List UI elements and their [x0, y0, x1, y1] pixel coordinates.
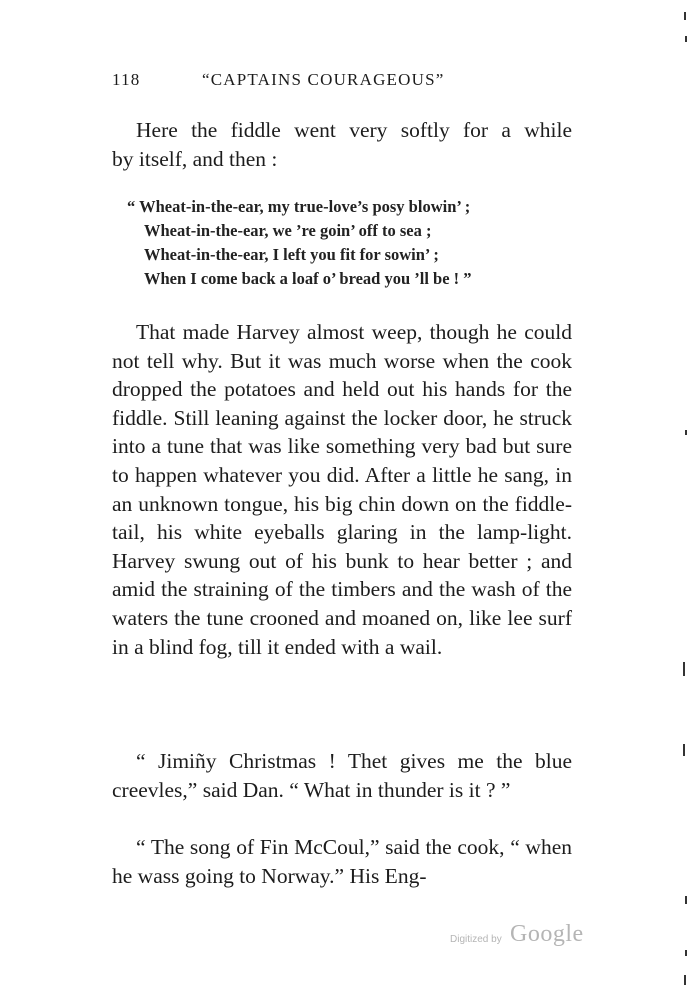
scan-edge-mark: [684, 12, 686, 20]
intro-line: Here the fiddle went very softly for a while: [136, 118, 572, 142]
scan-edge-mark: [685, 36, 687, 42]
verse-line: Wheat-in-the-ear, I left you fit for sowin’ ;: [144, 245, 439, 264]
intro-line: by itself, and then :: [112, 146, 278, 171]
digitized-watermark: [450, 921, 600, 951]
page-number: 118: [112, 70, 141, 89]
running-title: “CAPTAINS COURAGEOUS”: [202, 70, 445, 89]
scan-edge-mark: [684, 975, 686, 985]
song-verse: [127, 195, 547, 291]
verse-line: Wheat-in-the-ear, we ’re goin’ off to sea ;: [144, 221, 432, 240]
scan-edge-mark: [685, 950, 687, 956]
scan-edge-mark: [685, 896, 687, 904]
scan-edge-mark: [683, 744, 685, 756]
scan-edge-mark: [683, 662, 685, 676]
paragraph-dan-speaks: “ Jimiñy Christmas ! Thet gives me the blue creevles,” said Dan. “ What in thunder is it ? ”: [112, 749, 572, 802]
watermark-logo-text: Google: [510, 921, 584, 947]
page-header: [112, 70, 572, 94]
paragraph-cook-answers: “ The song of Fin McCoul,” said the cook, “ when he wass going to Norway.” His Eng-: [112, 835, 572, 888]
watermark-small-text: Digitized by: [450, 934, 502, 945]
verse-line: When I come back a loaf o’ bread you ’ll be ! ”: [144, 269, 472, 288]
paragraph-harvey-weep: That made Harvey almost weep, though he could not tell why. But it was much worse when the cook dropped the potatoes and held out his hands for the fiddle. Still leaning against the locker door, he struck into a tune that was like something very bad but sure to happen whatever you did. After a little he sang, in an unknown tongue, his big chin down on the fiddle-tail, his white eyeballs glaring in the lamp-light. Harvey swung out of his bunk to hear better ; and amid the straining of the timbers and the wash of the waters the tune crooned and moaned on, like lee surf in a blind fog, till it ended with a wail.: [112, 320, 572, 659]
intro-paragraph: [112, 116, 572, 173]
scan-edge-mark: [685, 430, 687, 435]
verse-line: “ Wheat-in-the-ear, my true-love’s posy blowin’ ;: [127, 197, 471, 216]
